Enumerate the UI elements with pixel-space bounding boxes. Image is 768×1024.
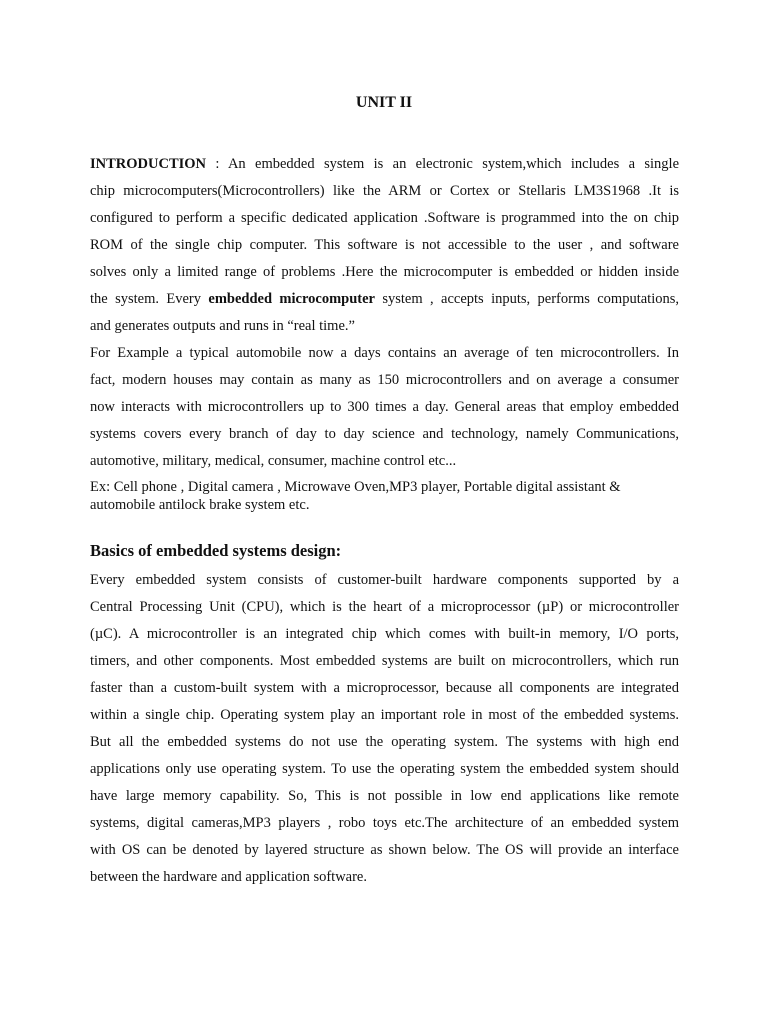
basics-line-5: faster than a custom-built system with a microprocessor, because all components are integrated: [90, 680, 679, 696]
basics-line-9: have large memory capability. So, This is not possible in low end applications like remote: [90, 788, 679, 804]
basics-line-12: between the hardware and application software.: [90, 869, 367, 885]
intro-line-1-text: : An embedded system is an electronic system,which includes a single: [206, 156, 679, 172]
basics-line-3: (µC). A microcontroller is an integrated chip which comes with built-in memory, I/O ports,: [90, 626, 679, 642]
intro-line-4: ROM of the single chip computer. This software is not accessible to the user , and software: [90, 237, 679, 253]
example-line-4: systems covers every branch of day to day science and technology, namely Communications,: [90, 426, 679, 442]
basics-line-4: timers, and other components. Most embedded systems are built on microcontrollers, which run: [90, 653, 679, 669]
intro-label: INTRODUCTION: [90, 156, 207, 172]
example-line-3: now interacts with microcontrollers up to 300 times a day. General areas that employ embedded: [90, 399, 679, 415]
basics-line-8: applications only use operating system. To use the operating system the embedded system should: [90, 761, 679, 777]
intro-line-2: chip microcomputers(Microcontrollers) like the ARM or Cortex or Stellaris LM3S1968 .It is: [90, 183, 679, 199]
example-line-5: automotive, military, medical, consumer, machine control etc...: [90, 453, 457, 469]
intro-line-5: solves only a limited range of problems .Here the microcomputer is embedded or hidden inside: [90, 264, 679, 280]
basics-line-11: with OS can be denoted by layered structure as shown below. The OS will provide an interface: [90, 842, 679, 858]
ex-line-2: automobile antilock brake system etc.: [90, 497, 310, 513]
intro-line-6-bold: embedded microcomputer: [208, 291, 375, 307]
basics-line-1: Every embedded system consists of customer-built hardware components supported by a: [90, 572, 679, 588]
ex-line-1: Ex: Cell phone , Digital camera , Microwave Oven,MP3 player, Portable digital assistant &: [90, 479, 621, 495]
basics-line-10: systems, digital cameras,MP3 players , robo toys etc.The architecture of an embedded system: [90, 815, 679, 831]
intro-line-7: and generates outputs and runs in “real time.”: [90, 318, 355, 334]
page-title: UNIT II: [355, 94, 413, 111]
section-heading: Basics of embedded systems design:: [90, 541, 342, 560]
intro-line-3: configured to perform a specific dedicated application .Software is programmed into the on chip: [90, 210, 679, 226]
intro-line-6-after: system , accepts inputs, performs computations,: [374, 291, 680, 307]
basics-line-7: But all the embedded systems do not use the operating system. The systems with high end: [90, 734, 679, 750]
example-line-1: For Example a typical automobile now a days contains an average of ten microcontrollers. In: [90, 345, 679, 361]
intro-line-1: [90, 155, 679, 173]
intro-line-6: [90, 290, 679, 308]
basics-line-2: Central Processing Unit (CPU), which is the heart of a microprocessor (µP) or microcontroller: [90, 599, 679, 615]
example-line-2: fact, modern houses may contain as many as 150 microcontrollers and on average a consumer: [90, 372, 679, 388]
basics-line-6: within a single chip. Operating system play an important role in most of the embedded systems.: [90, 707, 679, 723]
intro-line-6-before: the system. Every: [90, 291, 209, 307]
